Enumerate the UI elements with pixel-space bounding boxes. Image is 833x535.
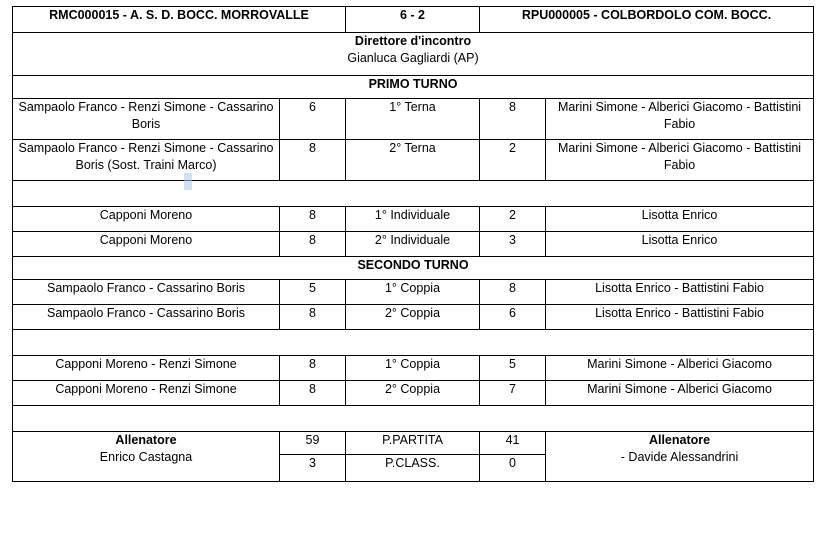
section-title: PRIMO TURNO: [13, 76, 814, 99]
home-coach-cell: [13, 432, 280, 482]
game-row: [13, 305, 814, 330]
home-class-points: 3: [280, 455, 346, 482]
game-label: 1° Coppia: [346, 356, 480, 381]
totals-row-partita: [13, 432, 814, 455]
section-second-round: [13, 257, 814, 280]
away-players: Marini Simone - Alberici Giacomo: [546, 381, 814, 406]
game-label: 2° Coppia: [346, 381, 480, 406]
away-players: Lisotta Enrico - Battistini Fabio: [546, 305, 814, 330]
game-row: [13, 356, 814, 381]
home-players: Capponi Moreno: [13, 232, 280, 257]
class-label: P.CLASS.: [346, 455, 480, 482]
game-label: 2° Individuale: [346, 232, 480, 257]
away-players: Marini Simone - Alberici Giacomo - Battistini Fabio: [546, 140, 814, 181]
away-players: Lisotta Enrico: [546, 207, 814, 232]
away-score: 7: [480, 381, 546, 406]
partita-label: P.PARTITA: [346, 432, 480, 455]
away-team-name: RPU000005 - COLBORDOLO COM. BOCC.: [480, 7, 814, 33]
home-score: 8: [280, 381, 346, 406]
away-score: 2: [480, 140, 546, 181]
director-row: [13, 33, 814, 76]
home-score: 8: [280, 356, 346, 381]
home-score: 8: [280, 140, 346, 181]
away-players: Lisotta Enrico - Battistini Fabio: [546, 280, 814, 305]
section-first-round: [13, 76, 814, 99]
game-label: 1° Individuale: [346, 207, 480, 232]
home-score: 8: [280, 232, 346, 257]
home-team-name: RMC000015 - A. S. D. BOCC. MORROVALLE: [13, 7, 346, 33]
game-label: 2° Coppia: [346, 305, 480, 330]
game-row: [13, 232, 814, 257]
home-players: Sampaolo Franco - Renzi Simone - Cassarino Boris (Sost. Traini Marco): [13, 140, 280, 181]
away-coach-cell: [546, 432, 814, 482]
director-label: Direttore d'incontro: [354, 34, 472, 48]
game-row: [13, 381, 814, 406]
match-report-table: [12, 6, 814, 482]
home-players: Capponi Moreno - Renzi Simone: [13, 381, 280, 406]
away-class-points: 0: [480, 455, 546, 482]
game-row: [13, 280, 814, 305]
section-title: SECONDO TURNO: [13, 257, 814, 280]
game-row: [13, 140, 814, 181]
away-score: 5: [480, 356, 546, 381]
away-score: 6: [480, 305, 546, 330]
home-coach-name: Enrico Castagna: [99, 450, 193, 464]
game-label: 1° Coppia: [346, 280, 480, 305]
game-label: 2° Terna: [346, 140, 480, 181]
away-score: 8: [480, 280, 546, 305]
home-score: 5: [280, 280, 346, 305]
away-players: Lisotta Enrico: [546, 232, 814, 257]
away-score: 8: [480, 99, 546, 140]
game-row: [13, 99, 814, 140]
home-score: 8: [280, 305, 346, 330]
match-score: 6 - 2: [346, 7, 480, 33]
director-name: Gianluca Gagliardi (AP): [347, 51, 479, 65]
away-coach-label: Allenatore: [648, 433, 711, 447]
away-players: Marini Simone - Alberici Giacomo: [546, 356, 814, 381]
header-row: [13, 7, 814, 33]
home-partita-points: 59: [280, 432, 346, 455]
game-label: 1° Terna: [346, 99, 480, 140]
away-coach-name: - Davide Alessandrini: [620, 450, 739, 464]
spacer-row: [13, 406, 814, 432]
home-players: Capponi Moreno - Renzi Simone: [13, 356, 280, 381]
home-coach-label: Allenatore: [115, 433, 177, 447]
away-score: 3: [480, 232, 546, 257]
home-score: 6: [280, 99, 346, 140]
spacer-row: [13, 181, 814, 207]
away-players: Marini Simone - Alberici Giacomo - Battistini Fabio: [546, 99, 814, 140]
game-row: [13, 207, 814, 232]
home-score: 8: [280, 207, 346, 232]
home-players: Sampaolo Franco - Cassarino Boris: [13, 305, 280, 330]
home-players: Capponi Moreno: [13, 207, 280, 232]
director-cell: [13, 33, 814, 76]
text-cursor-highlight: [184, 173, 192, 190]
home-players: Sampaolo Franco - Cassarino Boris: [13, 280, 280, 305]
home-players: Sampaolo Franco - Renzi Simone - Cassarino Boris: [13, 99, 280, 140]
away-partita-points: 41: [480, 432, 546, 455]
spacer-row: [13, 330, 814, 356]
away-score: 2: [480, 207, 546, 232]
